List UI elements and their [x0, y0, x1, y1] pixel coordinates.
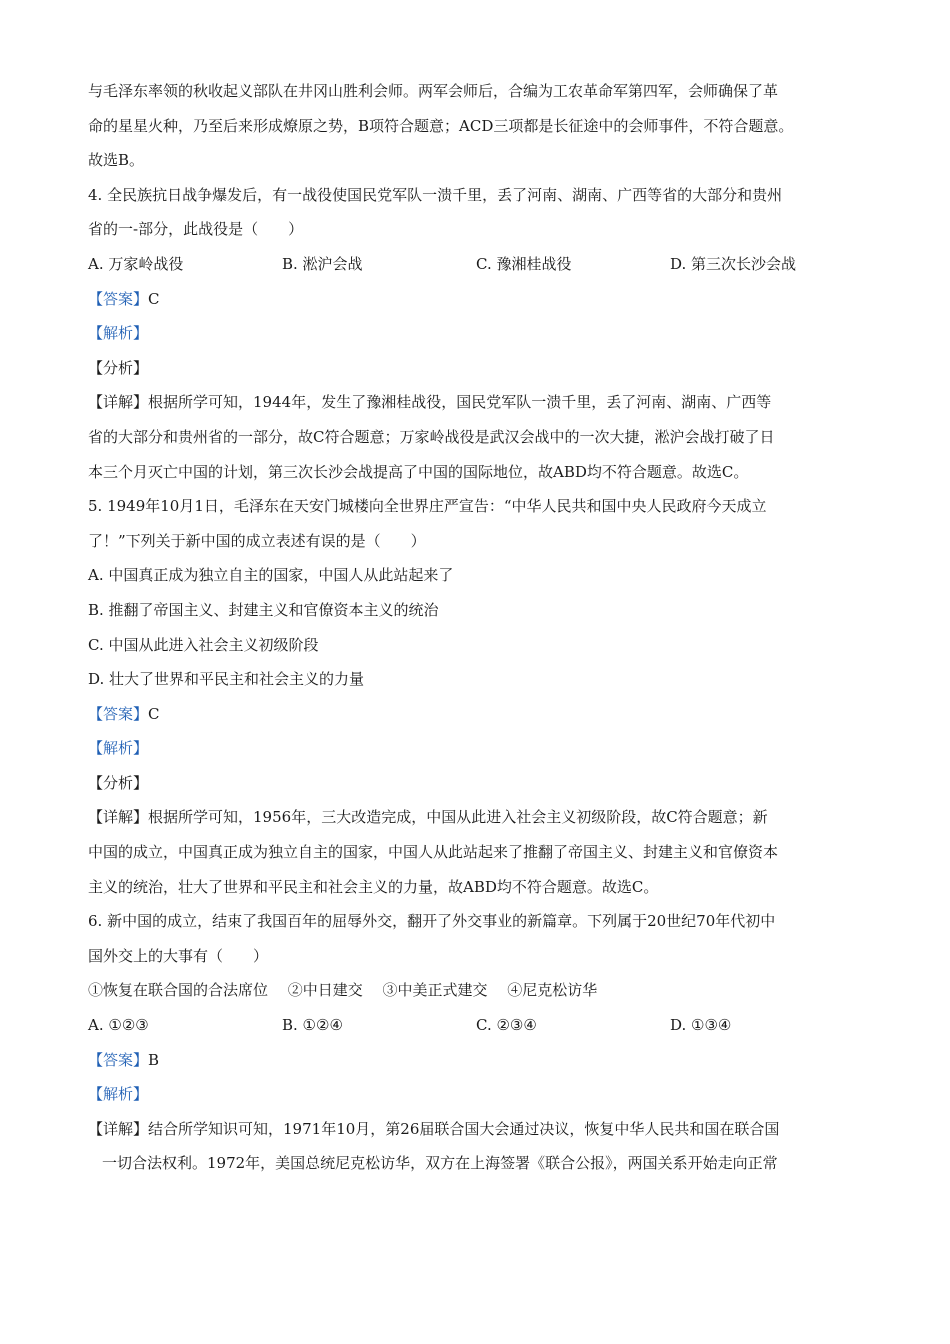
question-stem: 了！”下列关于新中国的成立表述有误的是（ ）	[88, 531, 426, 550]
option-c: C. 豫湘桂战役	[476, 254, 572, 273]
option-d: D. ①③④	[670, 1016, 732, 1035]
analysis-line	[88, 316, 868, 351]
answer-line	[88, 282, 868, 317]
analysis-tag: 【解析】	[88, 324, 149, 343]
detail-tag: 【详解】	[88, 1119, 149, 1138]
detail-tag: 【详解】	[88, 393, 149, 412]
option-a: A. 中国真正成为独立自主的国家，中国人从此站起来了	[88, 566, 454, 585]
text-line: 故选B。	[88, 151, 145, 170]
detail-text: 根据所学可知，1944年，发生了豫湘桂战役，国民党军队一溃千里，丢了河南、湖南、广西等	[148, 393, 772, 412]
question-stem: 省的一-部分，此战役是（ ）	[88, 220, 304, 239]
detail-line	[88, 800, 868, 835]
analysis-line	[88, 1077, 868, 1112]
text-line: 与毛泽东率领的秋收起义部队在井冈山胜利会师。两军会师后，合编为工农革命军第四军，会师确保了革	[88, 82, 779, 100]
document-page	[88, 74, 868, 1181]
analysis-tag: 【解析】	[88, 1085, 149, 1104]
analysis-line	[88, 731, 868, 766]
detail-text: 根据所学可知，1956年，三大改造完成，中国从此进入社会主义初级阶段，故C符合题意；新	[148, 808, 768, 827]
question-items: ①恢复在联合国的合法席位 ②中日建交 ③中美正式建交 ④尼克松访华	[88, 981, 598, 1000]
detail-line	[88, 1112, 868, 1147]
option-a: A. 万家岭战役	[88, 254, 184, 273]
detail-text: 一切合法权利。1972年，美国总统尼克松访华，双方在上海签署《联合公报》，两国关系开始走向正常	[102, 1154, 778, 1173]
answer-line	[88, 697, 868, 732]
detail-text: 主义的统治，壮大了世界和平民主和社会主义的力量，故ABD均不符合题意。故选C。	[88, 877, 659, 896]
option-b: B. ①②④	[282, 1016, 343, 1035]
detail-line	[88, 385, 868, 420]
detail-text: 本三个月灭亡中国的计划，第三次长沙会战提高了中国的国际地位，故ABD均不符合题意。故选C。	[88, 462, 749, 481]
option-c: C. ②③④	[476, 1016, 537, 1035]
fenxi-tag: 【分析】	[88, 773, 149, 792]
answer-value: C	[148, 704, 160, 723]
detail-text: 省的大部分和贵州省的一部分，故C符合题意；万家岭战役是武汉会战中的一次大捷，淞沪会战打破了日	[88, 427, 775, 446]
answer-value: B	[148, 1050, 160, 1069]
answer-tag: 【答案】	[88, 289, 149, 308]
text-line: 命的星星火种，乃至后来形成燎原之势，B项符合题意；ACD三项都是长征途中的会师事件，不符合题意。	[88, 116, 794, 135]
detail-tag: 【详解】	[88, 808, 149, 827]
question-stem: 4. 全民族抗日战争爆发后，有一战役使国民党军队一溃千里，丢了河南、湖南、广西等省的大部分和贵州	[88, 185, 783, 204]
answer-tag: 【答案】	[88, 704, 149, 723]
option-a: A. ①②③	[88, 1016, 149, 1035]
answer-tag: 【答案】	[88, 1050, 149, 1069]
prev-explanation	[88, 74, 868, 178]
question-stem: 5. 1949年10月1日，毛泽东在天安门城楼向全世界庄严宣告：“中华人民共和国中央人民政府今天成立	[88, 497, 767, 516]
options-row	[88, 247, 868, 282]
detail-text: 结合所学知识可知，1971年10月，第26届联合国大会通过决议，恢复中华人民共和国在联合国	[148, 1119, 780, 1138]
question-5	[88, 489, 868, 904]
question-stem: 国外交上的大事有（ ）	[88, 946, 269, 965]
option-c: C. 中国从此进入社会主义初级阶段	[88, 635, 319, 654]
options-row	[88, 1008, 868, 1043]
fenxi-line	[88, 766, 868, 801]
question-6	[88, 904, 868, 1181]
fenxi-tag: 【分析】	[88, 358, 149, 377]
detail-text: 中国的成立，中国真正成为独立自主的国家，中国人从此站起来了推翻了帝国主义、封建主义和官僚资本	[88, 843, 779, 862]
option-d: D. 壮大了世界和平民主和社会主义的力量	[88, 670, 365, 689]
question-stem: 6. 新中国的成立，结束了我国百年的屈辱外交，翻开了外交事业的新篇章。下列属于20世纪70年代初中	[88, 912, 776, 931]
answer-value: C	[148, 289, 160, 308]
answer-line	[88, 1043, 868, 1078]
option-b: B. 淞沪会战	[282, 254, 363, 273]
option-d: D. 第三次长沙会战	[670, 254, 797, 273]
option-b: B. 推翻了帝国主义、封建主义和官僚资本主义的统治	[88, 600, 439, 619]
question-4	[88, 178, 868, 489]
analysis-tag: 【解析】	[88, 739, 149, 758]
fenxi-line	[88, 351, 868, 386]
